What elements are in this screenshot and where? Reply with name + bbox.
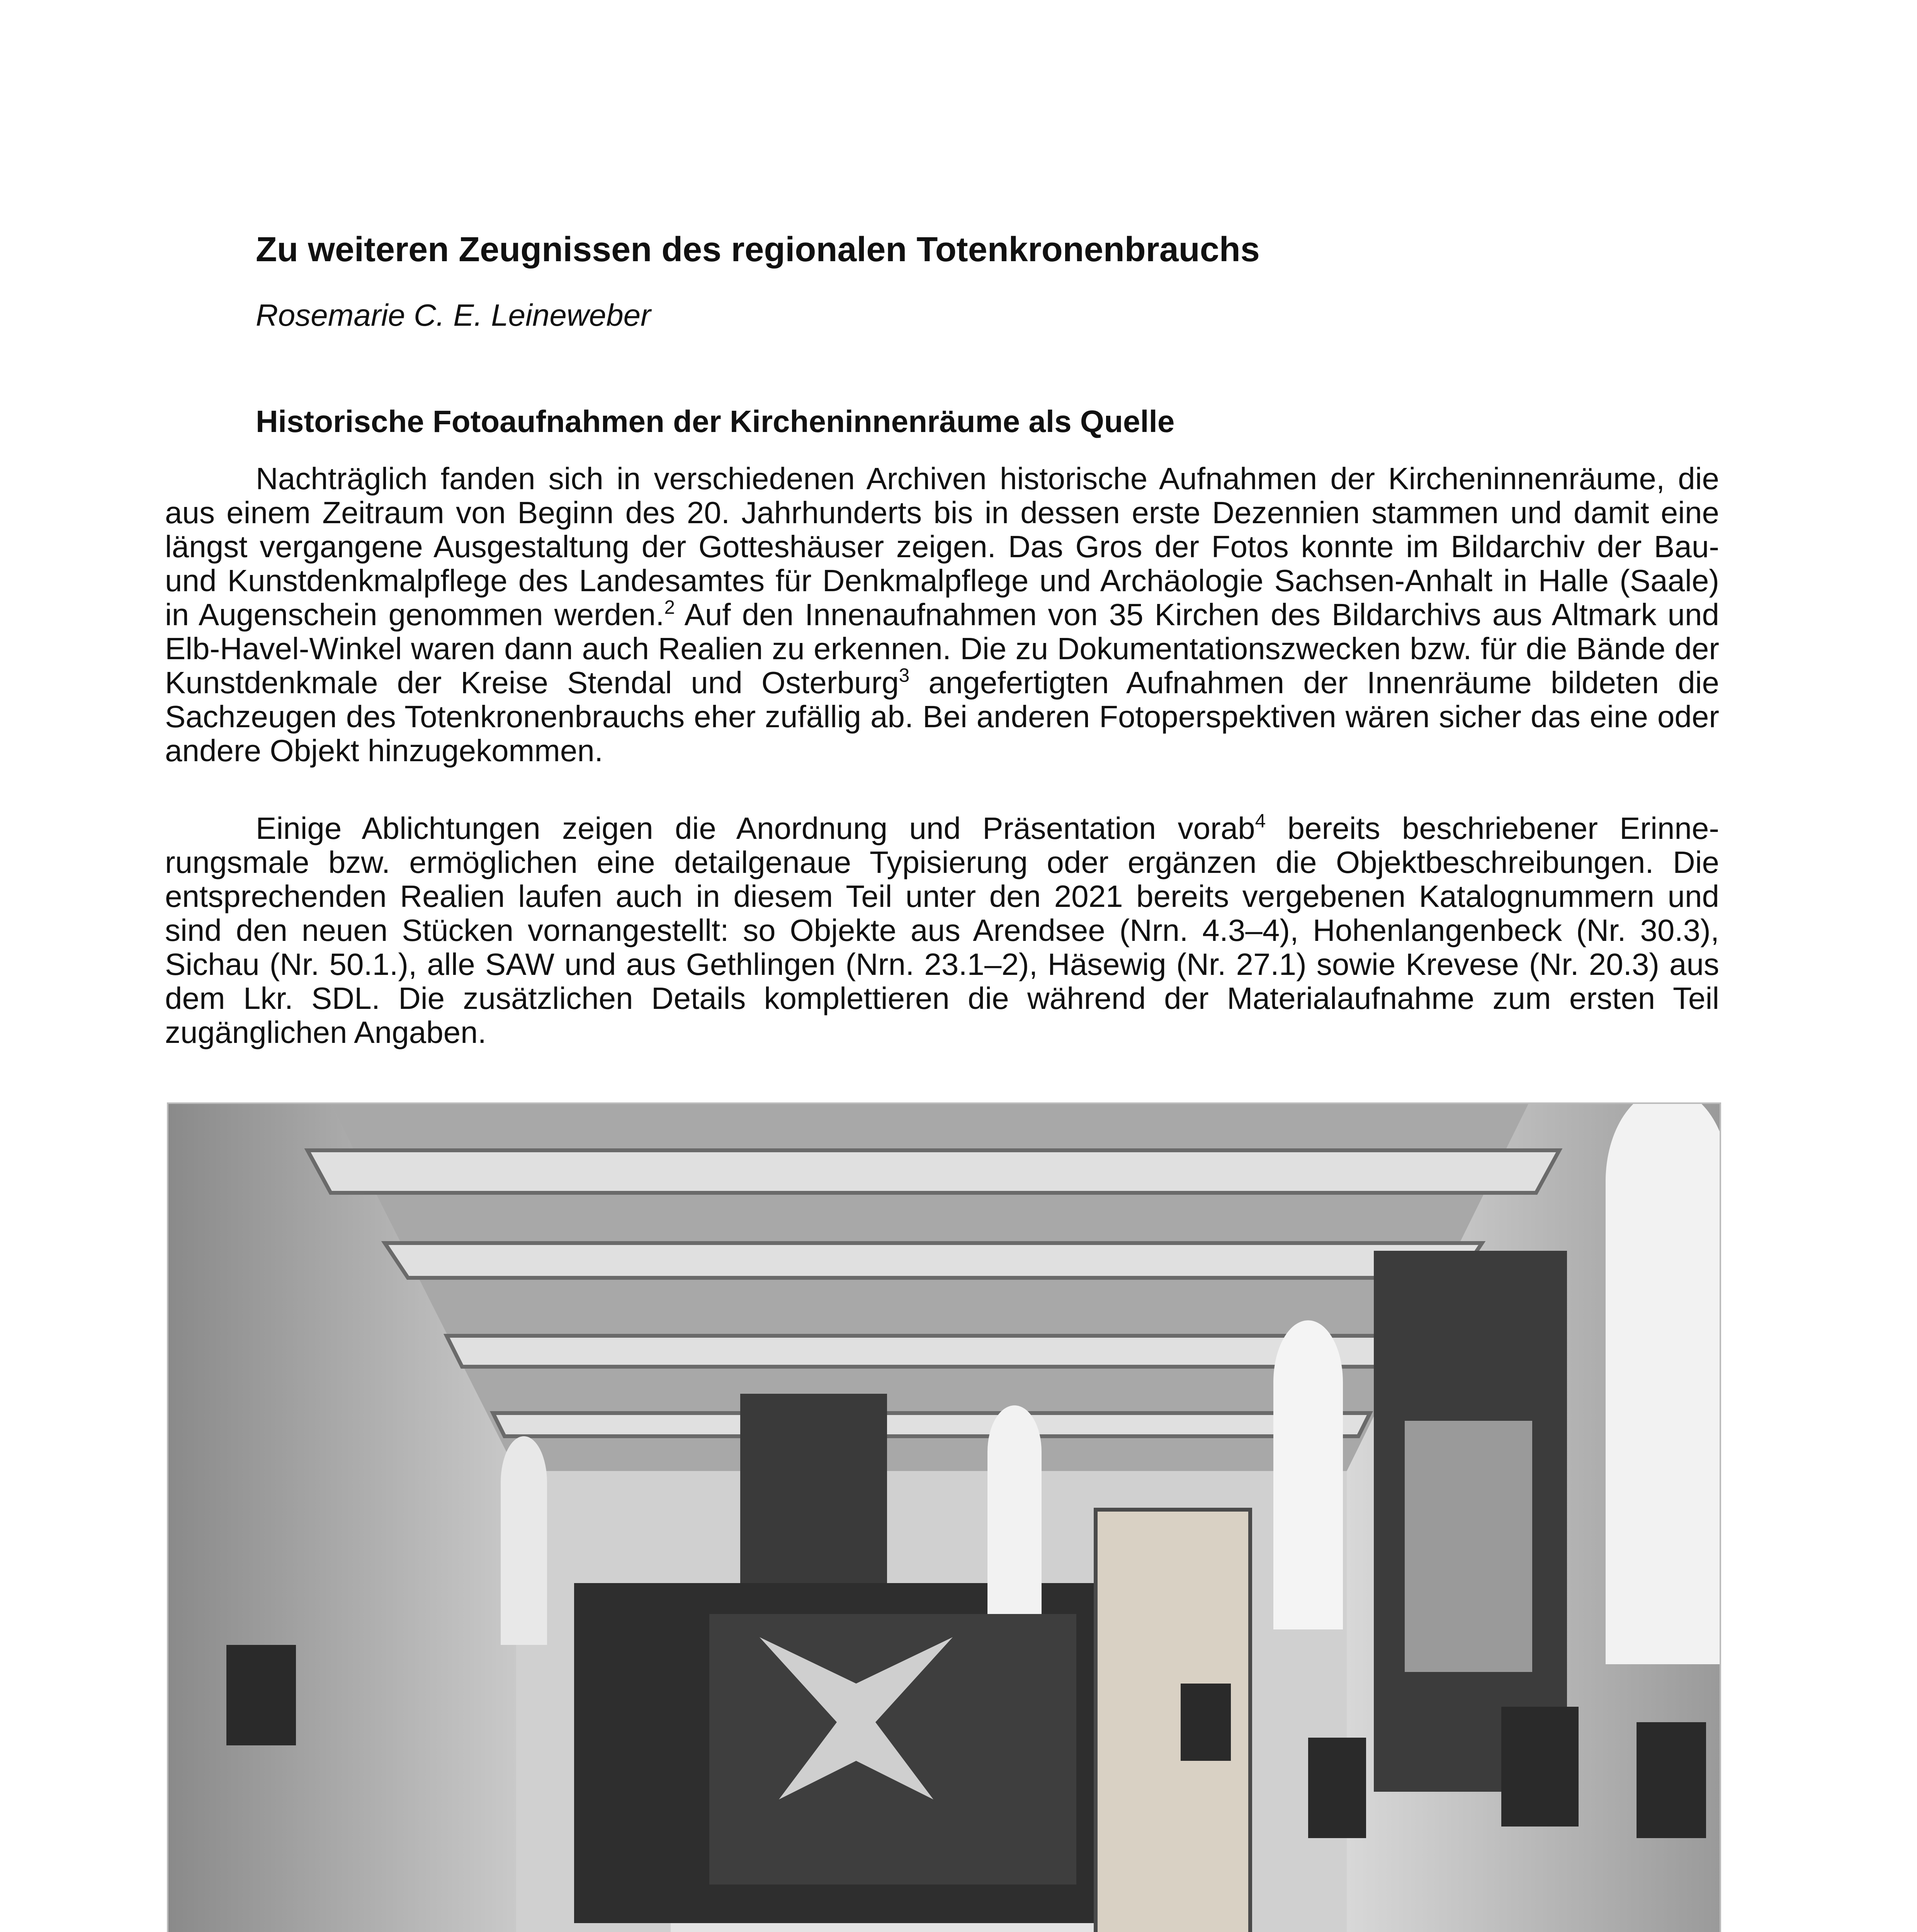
paragraph-1 xyxy=(165,462,1719,768)
footnote-ref-2: 2 xyxy=(664,596,675,618)
article-title: Zu weiteren Zeugnissen des regionalen Totenkronenbrauchs xyxy=(256,230,1260,269)
paragraph-2 xyxy=(165,811,1719,1049)
church-interior-photo xyxy=(167,1102,1721,1932)
paragraph-2-text-a: Einige Ablichtungen zeigen die Anordnung und Präsentation vorab xyxy=(256,811,1255,845)
paragraph-1-text-b: Auf den Innenaufnahmen von 35 Kirchen des Bildarchivs aus Altmark und Elb-Havel-Winkel waren dann auch Realien zu erkennen. Die zu Dokumentationszwecken bzw. für die Bände der Kunstdenkmale der Kreise Stendal und Osterburg xyxy=(165,597,1719,700)
paragraph-1-text-a: Nachträglich fanden sich in verschiedenen Archiven historische Aufnahmen der Kircheninnenräume, die aus einem Zeitraum von Beginn des 20. Jahrhunderts bis in dessen erste Dezennien stammen und damit eine längst vergangene Ausgestaltung der Gotteshäuser zeigen. Das Gros der Fotos konnte im Bildarchiv der Bau- und Kunstdenkmalpflege des Landesamtes für Denkmalpflege und Archäologie Sachsen-Anhalt in Halle (Saale) in Augenschein genommen werden. xyxy=(165,461,1719,632)
section-heading: Historische Fotoaufnahmen der Kircheninnenräume als Quelle xyxy=(256,404,1175,439)
paragraph-1-text-c: angefertigten Aufnahmen der Innenräume bildeten die Sachzeugen des Totenkronenbrauchs eher zufällig ab. Bei anderen Fotoperspektiven wären sicher das eine oder andere Objekt hinzugekommen. xyxy=(165,665,1719,768)
footnote-ref-3: 3 xyxy=(899,664,910,686)
article-author: Rosemarie C. E. Leineweber xyxy=(256,298,651,332)
footnote-ref-4: 4 xyxy=(1255,810,1266,832)
paragraph-2-text-b: bereits beschriebener Erinnerungsmale bzw. ermöglichen eine detailgenaue Typisierung oder ergänzen die Objektbeschreibungen. Die entsprechenden Realien laufen auch in diesem Teil unter den 2021 bereits vergebenen Katalognummern und sind den neuen Stücken vornangestellt: so Objekte aus Arendsee (Nrn. 4.3–4), Hohenlangenbeck (Nr. 30.3), Sichau (Nr. 50.1.), alle SAW und aus Gethlingen (Nrn. 23.1–2), Häsewig (Nr. 27.1) sowie Krevese (Nr. 20.3) aus dem Lkr. SDL. Die zusätzlichen Details komplettieren die während der Materialaufnahme zum ersten Teil zugänglichen Angaben. xyxy=(165,811,1719,1049)
